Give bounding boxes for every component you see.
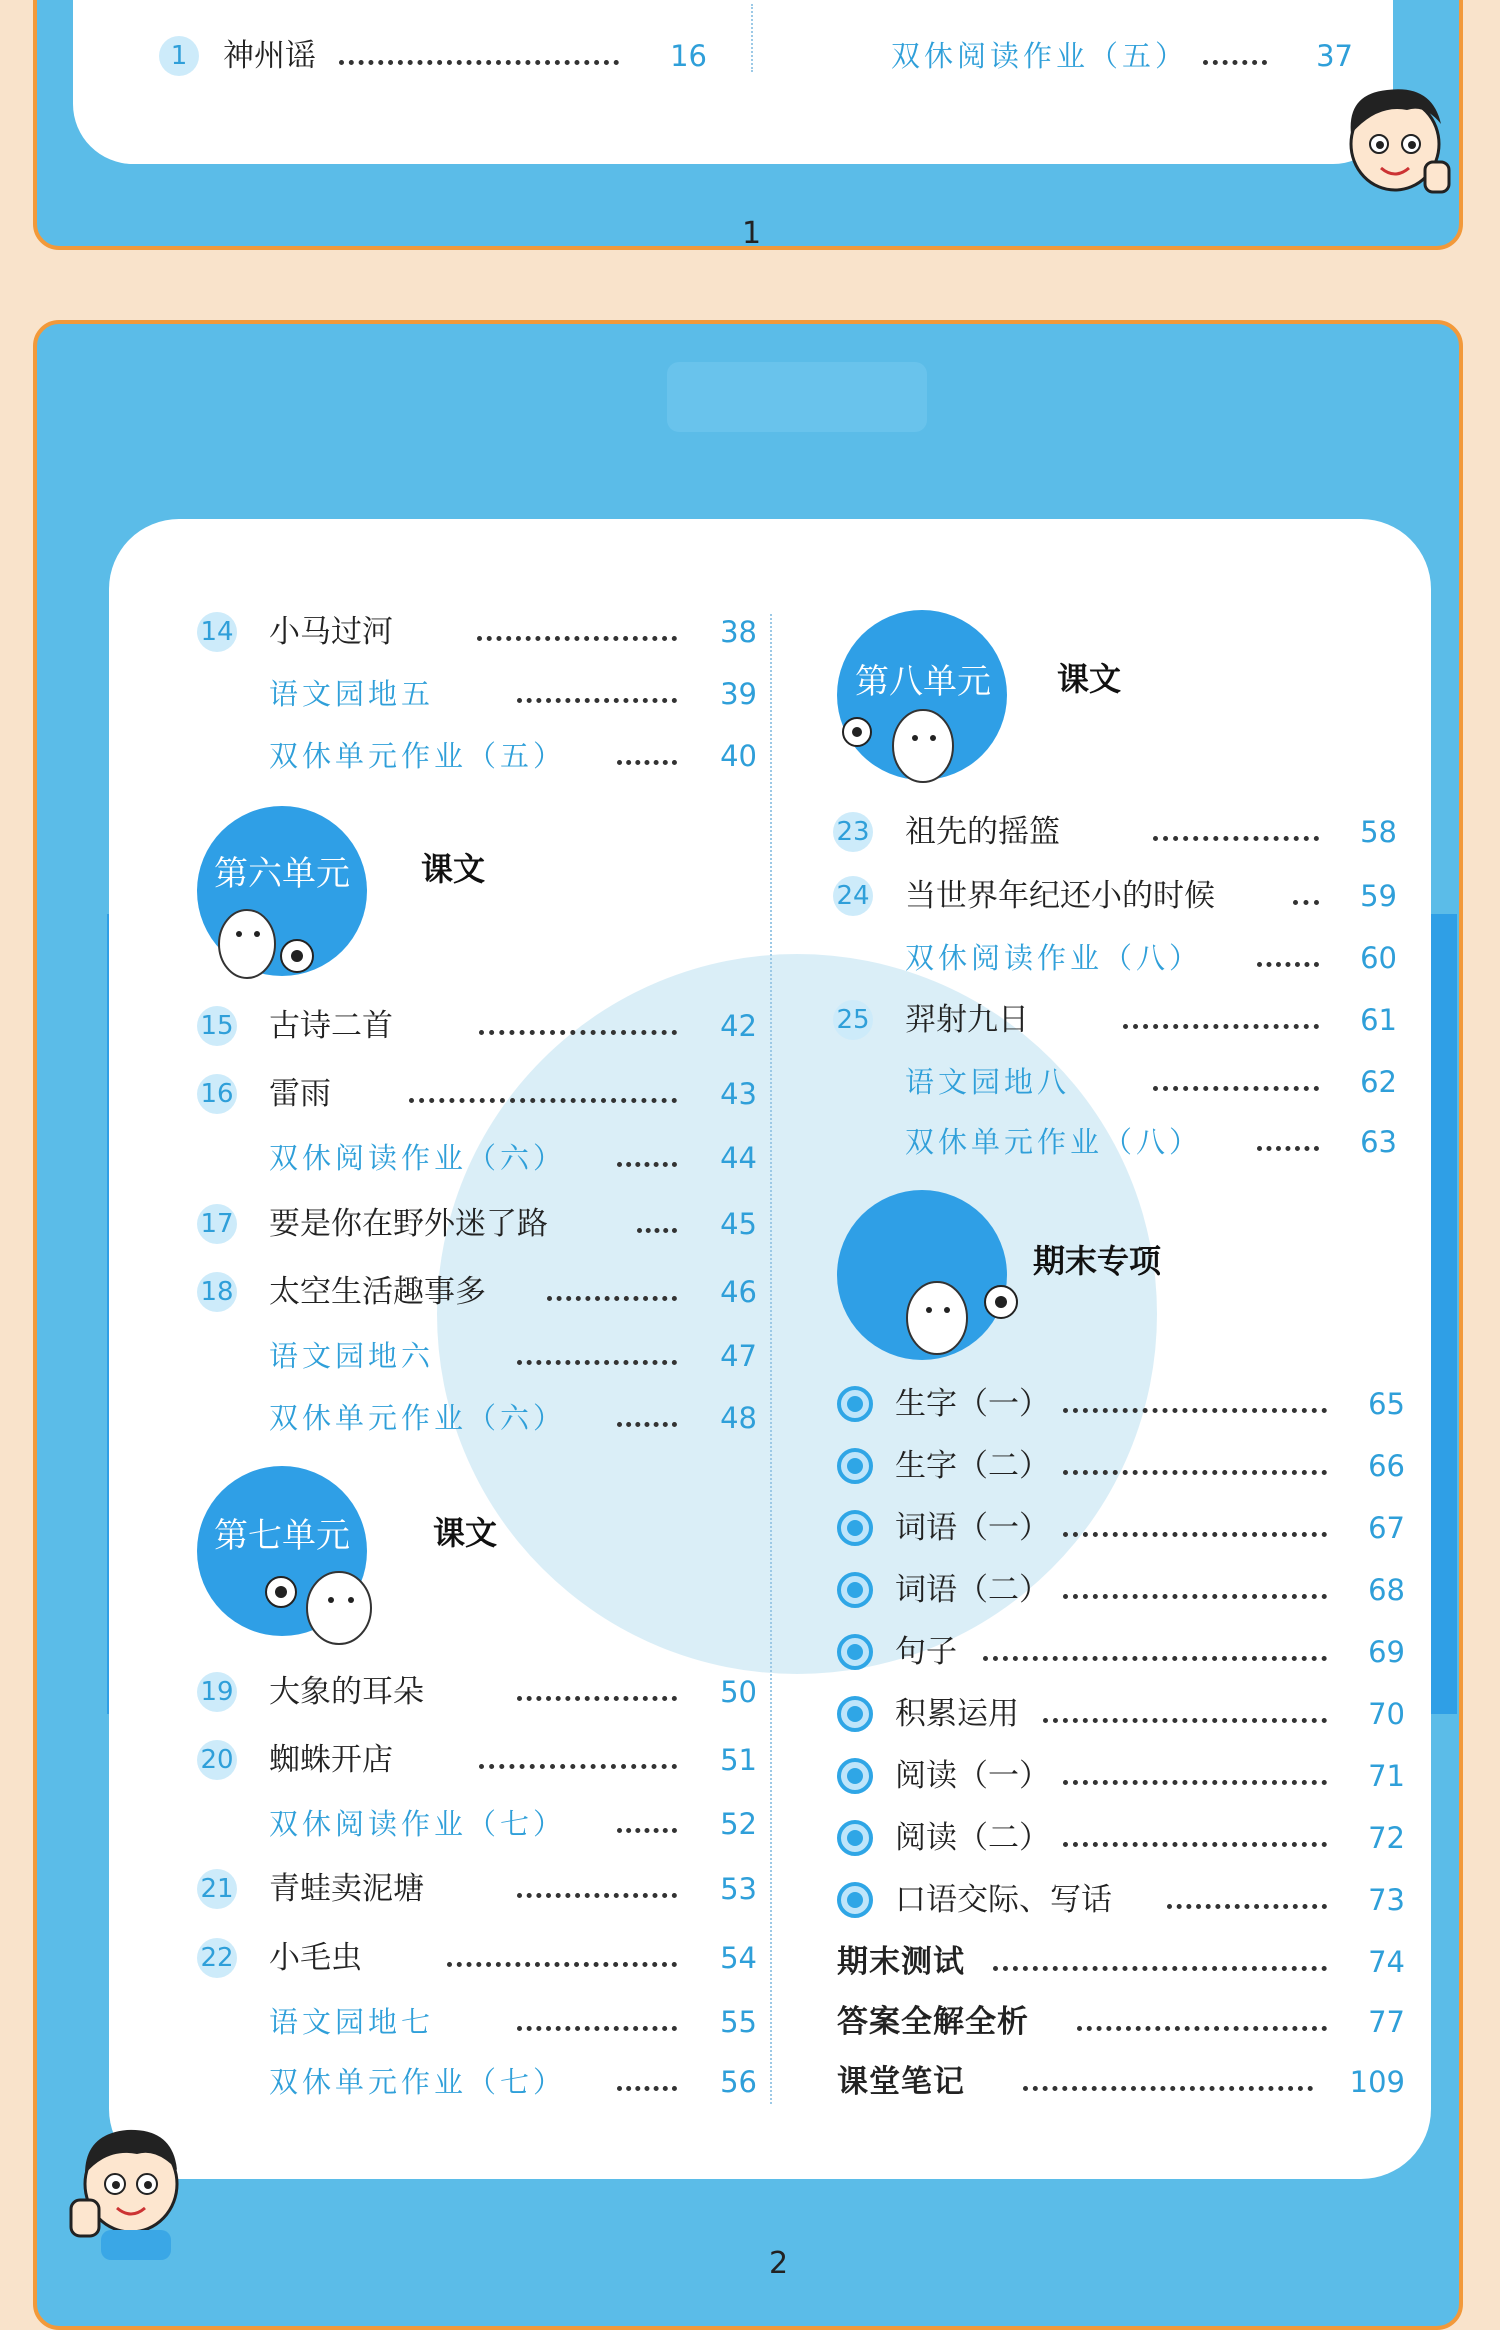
- dot-leader: [617, 760, 677, 765]
- dot-leader: [339, 60, 619, 65]
- page-reference: 109: [1349, 2065, 1405, 2099]
- page-reference: 66: [1368, 1449, 1405, 1483]
- dot-leader: [517, 1360, 677, 1365]
- dot-leader: [1257, 1146, 1319, 1151]
- dot-leader: [1077, 2026, 1327, 2031]
- page-reference: 60: [1360, 941, 1397, 975]
- dot-leader: [617, 1828, 677, 1833]
- dot-leader: [617, 1162, 677, 1167]
- entry-title: 生字（二）: [895, 1448, 1050, 1484]
- dot-leader: [477, 636, 677, 641]
- dot-leader: [1063, 1594, 1327, 1599]
- entry-title: 雷雨: [269, 1076, 331, 1112]
- dot-leader: [1203, 60, 1267, 65]
- toc-entry[interactable]: [197, 1670, 757, 1716]
- dot-leader: [1257, 962, 1319, 967]
- entry-title: 要是你在野外迷了路: [269, 1206, 548, 1242]
- lesson-number-badge: 21: [197, 1869, 237, 1909]
- page-reference: 42: [720, 1009, 757, 1043]
- toc-entry[interactable]: [197, 1136, 757, 1182]
- entry-title: 句子: [895, 1634, 957, 1670]
- toc-entry[interactable]: [197, 610, 757, 656]
- page-reference: 73: [1368, 1883, 1405, 1917]
- entry-title: 双休阅读作业（五）: [891, 39, 1189, 73]
- page-reference: 48: [720, 1401, 757, 1435]
- entry-title: 太空生活趣事多: [269, 1274, 486, 1310]
- page-reference: 65: [1368, 1387, 1405, 1421]
- toc-entry[interactable]: [837, 1444, 1405, 1490]
- page-1-frame: [33, 0, 1463, 250]
- entry-title: 语文园地七: [269, 2005, 435, 2039]
- lesson-number-badge: 25: [833, 1000, 873, 1040]
- entry-title: 积累运用: [895, 1696, 1019, 1732]
- dinosaur-with-ball-icon: [259, 1558, 399, 1658]
- boy-mascot-icon: [61, 2104, 191, 2264]
- lesson-number-badge: 16: [197, 1074, 237, 1114]
- toc-entry[interactable]: [833, 874, 1397, 920]
- entry-title: 期末测试: [837, 1944, 965, 1980]
- page-reference: 43: [720, 1077, 757, 1111]
- dinosaur-with-ball-icon: [897, 1268, 1027, 1368]
- entry-title: 词语（一）: [895, 1510, 1050, 1546]
- page-reference: 50: [720, 1675, 757, 1709]
- entry-title: 阅读（二）: [895, 1820, 1050, 1856]
- unit-7-heading: 课文: [433, 1514, 498, 1552]
- dot-leader: [617, 2086, 677, 2091]
- toc-entry[interactable]: [197, 1270, 757, 1316]
- page-reference: 63: [1360, 1125, 1397, 1159]
- toc-entry[interactable]: [837, 1382, 1405, 1428]
- dot-leader: [1293, 900, 1319, 905]
- toc-entry[interactable]: [197, 734, 757, 780]
- dinosaur-with-ball-icon: [207, 896, 327, 986]
- entry-title: 双休阅读作业（六）: [269, 1141, 567, 1175]
- toc-entry[interactable]: [197, 2000, 757, 2046]
- toc-entry[interactable]: [837, 1940, 1405, 1986]
- entry-title: 小毛虫: [269, 1940, 362, 1976]
- lesson-number-badge: 14: [197, 612, 237, 652]
- column-divider: [751, 4, 753, 72]
- page-reference: 62: [1360, 1065, 1397, 1099]
- page-reference: 39: [720, 677, 757, 711]
- page-reference: 61: [1360, 1003, 1397, 1037]
- dot-leader: [993, 1966, 1327, 1971]
- lesson-number-badge: 24: [833, 876, 873, 916]
- page-reference: 47: [720, 1339, 757, 1373]
- entry-title: 口语交际、写话: [895, 1882, 1112, 1918]
- dot-leader: [517, 698, 677, 703]
- page-number: 1: [742, 216, 762, 250]
- dot-leader: [637, 1228, 677, 1233]
- entry-title: 课堂笔记: [837, 2064, 965, 2100]
- unit-7-label: 第七单元: [214, 1516, 350, 1556]
- page-reference: 58: [1360, 815, 1397, 849]
- dot-leader: [517, 1696, 677, 1701]
- entry-title: 双休阅读作业（八）: [905, 941, 1203, 975]
- toc-entry[interactable]: [833, 936, 1397, 982]
- lesson-number-badge: 23: [833, 812, 873, 852]
- entry-title: 语文园地八: [905, 1065, 1071, 1099]
- page-1-content-card: [73, 0, 1393, 164]
- toc-entry[interactable]: [197, 1334, 757, 1380]
- lesson-number-badge: 19: [197, 1672, 237, 1712]
- page-reference: 45: [720, 1207, 757, 1241]
- bullet-ring-icon: [837, 1820, 873, 1856]
- toc-entry[interactable]: [837, 1878, 1405, 1924]
- toc-entry[interactable]: [837, 1754, 1405, 1800]
- toc-entry[interactable]: [833, 998, 1397, 1044]
- toc-entry[interactable]: [197, 1936, 757, 1982]
- entry-title: 神州谣: [223, 38, 316, 74]
- toc-entry[interactable]: [837, 2000, 1405, 2046]
- dot-leader: [1123, 1024, 1319, 1029]
- toc-entry[interactable]: [833, 810, 1397, 856]
- dot-leader: [1063, 1780, 1327, 1785]
- bullet-ring-icon: [837, 1448, 873, 1484]
- page-reference: 68: [1368, 1573, 1405, 1607]
- entry-title: 生字（一）: [895, 1386, 1050, 1422]
- bullet-ring-icon: [837, 1572, 873, 1608]
- page-reference: 55: [720, 2005, 757, 2039]
- lesson-number-badge: 17: [197, 1204, 237, 1244]
- entry-title: 小马过河: [269, 614, 393, 650]
- page-reference: 38: [720, 615, 757, 649]
- dot-leader: [447, 1962, 677, 1967]
- toc-entry[interactable]: [197, 1867, 757, 1913]
- page-reference: 70: [1368, 1697, 1405, 1731]
- entry-title: 羿射九日: [905, 1002, 1029, 1038]
- boy-mascot-icon: [1337, 54, 1457, 204]
- page-reference: 40: [720, 739, 757, 773]
- entry-title: 大象的耳朵: [269, 1674, 424, 1710]
- entry-title: 双休单元作业（六）: [269, 1401, 567, 1435]
- unit-8-label: 第八单元: [855, 662, 991, 702]
- entry-title: 词语（二）: [895, 1572, 1050, 1608]
- bullet-ring-icon: [837, 1696, 873, 1732]
- lesson-number-badge: 15: [197, 1006, 237, 1046]
- dot-leader: [479, 1030, 677, 1035]
- lesson-number-badge: 20: [197, 1740, 237, 1780]
- page-2-frame: [33, 320, 1463, 2330]
- page-reference: 67: [1368, 1511, 1405, 1545]
- page-reference: 59: [1360, 879, 1397, 913]
- toc-entry[interactable]: [197, 1004, 757, 1050]
- toc-entry[interactable]: [159, 34, 719, 80]
- toc-entry[interactable]: [197, 1072, 757, 1118]
- bullet-ring-icon: [837, 1882, 873, 1918]
- toc-entry[interactable]: [837, 1816, 1405, 1862]
- toc-entry[interactable]: [833, 1120, 1397, 1166]
- dot-leader: [1023, 2086, 1313, 2091]
- entry-title: 语文园地六: [269, 1339, 435, 1373]
- dot-leader: [617, 1422, 677, 1427]
- toc-entry[interactable]: [837, 1568, 1405, 1614]
- dot-leader: [983, 1656, 1327, 1661]
- toc-entry[interactable]: [837, 1506, 1405, 1552]
- bullet-ring-icon: [837, 1510, 873, 1546]
- toc-entry[interactable]: [197, 672, 757, 718]
- toc-entry[interactable]: [197, 1202, 757, 1248]
- dot-leader: [517, 2026, 677, 2031]
- dot-leader: [1063, 1842, 1327, 1847]
- lesson-number-badge: 1: [159, 36, 199, 76]
- watermark-heading: [667, 362, 927, 432]
- entry-title: 青蛙卖泥塘: [269, 1871, 424, 1907]
- dot-leader: [1153, 836, 1319, 841]
- dot-leader: [409, 1098, 677, 1103]
- lesson-number-badge: 22: [197, 1938, 237, 1978]
- entry-title: 祖先的摇篮: [905, 814, 1060, 850]
- bullet-ring-icon: [837, 1758, 873, 1794]
- entry-title: 双休单元作业（八）: [905, 1125, 1203, 1159]
- dot-leader: [1063, 1532, 1327, 1537]
- bullet-ring-icon: [837, 1386, 873, 1422]
- dinosaur-with-ball-icon: [837, 702, 967, 792]
- entry-title: 当世界年纪还小的时候: [905, 878, 1215, 914]
- toc-entry[interactable]: [833, 1060, 1397, 1106]
- page-reference: 77: [1368, 2005, 1405, 2039]
- entry-title: 双休单元作业（七）: [269, 2065, 567, 2099]
- toc-entry[interactable]: [197, 1738, 757, 1784]
- toc-entry[interactable]: [197, 1396, 757, 1442]
- dot-leader: [547, 1296, 677, 1301]
- page-reference: 54: [720, 1941, 757, 1975]
- dot-leader: [517, 1893, 677, 1898]
- entry-title: 古诗二首: [269, 1008, 393, 1044]
- entry-title: 答案全解全析: [837, 2004, 1029, 2040]
- final-review-heading: 期末专项: [1033, 1242, 1162, 1280]
- dot-leader: [1167, 1904, 1327, 1909]
- toc-entry[interactable]: [837, 1692, 1405, 1738]
- toc-entry[interactable]: [837, 2060, 1405, 2106]
- unit-6-heading: 课文: [421, 850, 486, 888]
- page-reference: 56: [720, 2065, 757, 2099]
- page-reference: 74: [1368, 1945, 1405, 1979]
- toc-entry[interactable]: [837, 1630, 1405, 1676]
- page-reference: 53: [720, 1872, 757, 1906]
- dot-leader: [479, 1764, 677, 1769]
- entry-title: 双休阅读作业（七）: [269, 1807, 567, 1841]
- page-reference: 16: [670, 39, 707, 73]
- page-reference: 46: [720, 1275, 757, 1309]
- dot-leader: [1043, 1718, 1327, 1723]
- toc-entry[interactable]: [891, 34, 1391, 80]
- entry-title: 语文园地五: [269, 677, 435, 711]
- toc-entry[interactable]: [197, 2060, 757, 2106]
- dot-leader: [1063, 1470, 1327, 1475]
- bullet-ring-icon: [837, 1634, 873, 1670]
- page-reference: 37: [1316, 39, 1353, 73]
- page-reference: 44: [720, 1141, 757, 1175]
- entry-title: 阅读（一）: [895, 1758, 1050, 1794]
- entry-title: 双休单元作业（五）: [269, 739, 567, 773]
- toc-entry[interactable]: [197, 1802, 757, 1848]
- page-reference: 71: [1368, 1759, 1405, 1793]
- page-reference: 52: [720, 1807, 757, 1841]
- page-number: 2: [769, 2246, 789, 2281]
- unit-6-label: 第六单元: [214, 854, 350, 894]
- unit-8-heading: 课文: [1057, 660, 1122, 698]
- page-reference: 72: [1368, 1821, 1405, 1855]
- dot-leader: [1063, 1408, 1327, 1413]
- page-reference: 51: [720, 1743, 757, 1777]
- column-divider: [770, 614, 772, 2104]
- entry-title: 蜘蛛开店: [269, 1742, 393, 1778]
- lesson-number-badge: 18: [197, 1272, 237, 1312]
- page-reference: 69: [1368, 1635, 1405, 1669]
- dot-leader: [1153, 1086, 1319, 1091]
